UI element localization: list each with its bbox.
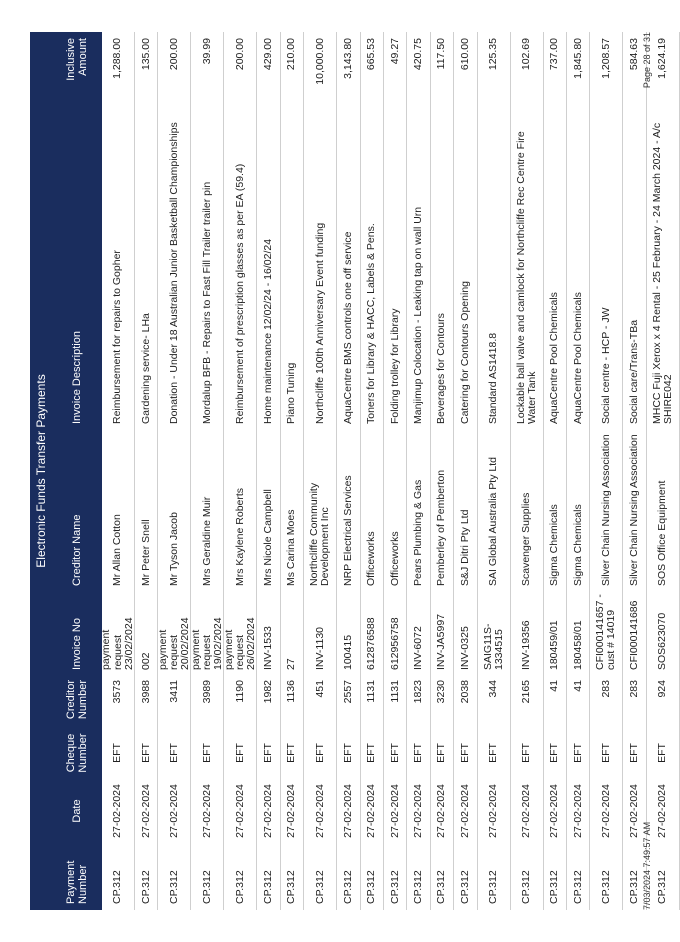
cell-invoice-description: Folding trolley for Library — [388, 308, 401, 424]
cell-payment-number: CP.312 — [627, 870, 640, 904]
cell-invoice-no: 180459/01 — [548, 620, 561, 670]
table-row — [337, 32, 360, 910]
cell-inclusive-amount: 1,208.57 — [599, 38, 612, 79]
cell-cheque-number: EFT — [571, 743, 584, 763]
cell-invoice-description: Reimbursement for repairs to Gopher — [111, 250, 124, 424]
cell-payment-number: CP.312 — [435, 870, 448, 904]
cell-invoice-description: Gardening service- LHa — [139, 313, 152, 424]
cell-creditor-number: 2038 — [458, 680, 471, 704]
cell-date: 27-02-2024 — [388, 784, 401, 838]
cell-invoice-description: Donation - Under 18 Australian Junior Basketball Championships — [167, 122, 180, 424]
cell-invoice-no: INV-1130 — [313, 627, 326, 670]
cell-invoice-no: payment request 19/02/2024 — [189, 617, 224, 670]
cell-creditor-name: Mr Allan Cotton — [111, 514, 124, 586]
cell-invoice-no: CFI000141657 - cust # 14019 — [594, 594, 618, 670]
cell-creditor-name: Sigma Chemicals — [548, 504, 561, 586]
cell-creditor-name: Mrs Nicole Campbell — [262, 489, 275, 586]
cell-inclusive-amount: 3,143.80 — [341, 38, 354, 79]
table-title: Electronic Funds Transfer Payments — [30, 32, 52, 910]
table-row — [257, 32, 280, 910]
cell-payment-number: CP.312 — [487, 870, 499, 904]
page-number: Page 28 of 31 — [642, 32, 652, 89]
cell-cheque-number: EFT — [341, 743, 354, 763]
cell-creditor-number: 41 — [548, 680, 561, 692]
table-row — [158, 32, 191, 910]
table-row — [478, 32, 511, 910]
cell-date: 27-02-2024 — [167, 784, 180, 838]
cell-creditor-name: Silver Chain Nursing Association — [627, 434, 640, 586]
cell-cheque-number: EFT — [627, 743, 640, 763]
cell-creditor-number: 3230 — [435, 680, 448, 704]
cell-cheque-number: EFT — [365, 743, 378, 763]
cell-cheque-number: EFT — [262, 743, 275, 763]
cell-invoice-no: INV-19356 — [520, 620, 532, 670]
cell-invoice-description: Manjimup Colocation - Leaking tap on wall Urn — [412, 206, 425, 424]
cell-cheque-number: EFT — [548, 743, 561, 763]
cell-cheque-number: EFT — [520, 743, 532, 763]
cell-creditor-number: 1131 — [388, 680, 401, 703]
cell-date: 27-02-2024 — [285, 784, 298, 838]
cell-cheque-number: EFT — [599, 743, 612, 763]
cell-payment-number: CP.312 — [341, 870, 354, 904]
cell-inclusive-amount: 665.53 — [365, 38, 378, 71]
cell-invoice-description: MHCC Fuji Xerox x 4 Rental - 25 February - 24 March 2024 - A/c SHIRE042 — [650, 122, 674, 424]
cell-invoice-description: Toners for Library & HACC, Labels & Pens. — [365, 223, 378, 424]
table-row — [281, 32, 304, 910]
cell-invoice-no: SOS623070 — [656, 612, 669, 670]
cell-creditor-number: 1131 — [365, 680, 378, 703]
cell-invoice-no: 612956758 — [388, 617, 401, 670]
cell-cheque-number: EFT — [487, 743, 499, 763]
column-header-cheque-number: Cheque Number — [65, 733, 89, 773]
cell-creditor-number: 1982 — [262, 680, 275, 704]
cell-payment-number: CP.312 — [262, 870, 275, 904]
cell-invoice-description: Home maintenance 12/02/24 - 16/02/24 — [262, 238, 275, 424]
cell-inclusive-amount: 420.75 — [412, 38, 425, 71]
cell-creditor-number: 2557 — [341, 680, 354, 704]
cell-date: 27-02-2024 — [412, 784, 425, 838]
cell-cheque-number: EFT — [656, 743, 669, 763]
table-row — [454, 32, 477, 910]
cell-inclusive-amount: 200.00 — [233, 38, 246, 71]
cell-cheque-number: EFT — [435, 743, 448, 763]
cell-creditor-name: Ms Carina Moes — [285, 509, 298, 586]
cell-date: 27-02-2024 — [313, 784, 326, 838]
cell-creditor-name: Northcliffe Community Development Inc — [308, 482, 332, 586]
cell-invoice-description: Piano Tuning — [285, 362, 298, 424]
cell-date: 27-02-2024 — [548, 784, 561, 838]
cell-creditor-number: 283 — [627, 680, 640, 698]
cell-date: 27-02-2024 — [111, 784, 124, 838]
cell-invoice-no: 612876588 — [365, 617, 378, 670]
print-timestamp: 7/03/2024 7:49:57 AM — [642, 821, 652, 910]
cell-cheque-number: EFT — [233, 743, 246, 763]
cell-creditor-name: Mrs Kaylene Roberts — [233, 487, 246, 586]
cell-inclusive-amount: 49.27 — [388, 38, 401, 65]
cell-creditor-name: Mr Tyson Jacob — [167, 512, 180, 586]
cell-invoice-description: Standard AS1418.8 — [487, 332, 499, 424]
column-header-creditor-name: Creditor Name — [71, 514, 83, 586]
cell-creditor-name: Pemberley of Pemberton — [435, 469, 448, 586]
cell-invoice-description: AquaCentre Pool Chemicals — [548, 292, 561, 424]
cell-creditor-name: Mr Peter Snell — [139, 519, 152, 586]
cell-payment-number: CP.312 — [167, 870, 180, 904]
cell-creditor-number: 2165 — [520, 680, 532, 704]
cell-invoice-no: 180458/01 — [571, 620, 584, 670]
cell-cheque-number: EFT — [139, 743, 152, 763]
cell-creditor-number: 1136 — [285, 680, 298, 703]
cell-invoice-description: Mordalup BFB - Repairs to Fast Fill Trailer trailer pin — [200, 181, 213, 424]
cell-inclusive-amount: 210.00 — [285, 38, 298, 71]
table-row — [191, 32, 224, 910]
column-header-invoice-no: Invoice No — [71, 618, 83, 670]
column-header-invoice-description: Invoice Description — [71, 331, 83, 424]
table-row — [511, 32, 544, 910]
column-header-inclusive-amount: Inclusive Amount — [65, 38, 89, 81]
cell-creditor-number: 283 — [599, 680, 612, 698]
cell-invoice-description: AquaCentre BMS controls one off service — [341, 231, 354, 424]
table-body — [102, 32, 680, 910]
cell-creditor-name: Pears Plumbing & Gas — [412, 479, 425, 586]
cell-creditor-name: Silver Chain Nursing Association — [599, 434, 612, 586]
cell-inclusive-amount: 200.00 — [167, 38, 180, 71]
cell-invoice-no: SAIG11S-1334515 — [481, 623, 505, 670]
cell-date: 27-02-2024 — [262, 784, 275, 838]
cell-date: 27-02-2024 — [139, 784, 152, 838]
cell-cheque-number: EFT — [458, 743, 471, 763]
cell-creditor-number: 1823 — [412, 680, 425, 704]
cell-cheque-number: EFT — [285, 743, 298, 763]
cell-cheque-number: EFT — [111, 743, 124, 763]
cell-payment-number: CP.312 — [388, 870, 401, 904]
cell-payment-number: CP.312 — [412, 870, 425, 904]
cell-date: 27-02-2024 — [487, 784, 499, 838]
table-row — [361, 32, 384, 910]
cell-date: 27-02-2024 — [233, 784, 246, 838]
cell-inclusive-amount: 1,624.19 — [656, 38, 669, 79]
cell-date: 27-02-2024 — [627, 784, 640, 838]
table-row — [384, 32, 407, 910]
cell-payment-number: CP.312 — [365, 870, 378, 904]
cell-invoice-no: INV-0325 — [458, 626, 471, 670]
cell-date: 27-02-2024 — [656, 784, 669, 838]
table-row — [135, 32, 158, 910]
table-row — [407, 32, 430, 910]
cell-inclusive-amount: 429.00 — [262, 38, 275, 71]
cell-payment-number: CP.312 — [285, 870, 298, 904]
cell-date: 27-02-2024 — [520, 784, 532, 838]
cell-invoice-no: INV-JA5997 — [435, 613, 448, 670]
cell-invoice-description: Northcliffe 100th Anniversary Event funding — [313, 222, 326, 424]
cell-payment-number: CP.312 — [599, 870, 612, 904]
cell-inclusive-amount: 737.00 — [548, 38, 561, 71]
cell-payment-number: CP.312 — [139, 870, 152, 904]
table-row — [567, 32, 590, 910]
cell-inclusive-amount: 39.99 — [200, 38, 213, 65]
cell-invoice-no: 100415 — [341, 634, 354, 670]
cell-date: 27-02-2024 — [599, 784, 612, 838]
table-row — [102, 32, 135, 910]
cell-invoice-description: Social centre - HCP - JW — [599, 307, 612, 424]
cell-creditor-number: 451 — [313, 680, 326, 698]
cell-creditor-name: SAI Global Australia Pty Ltd — [487, 457, 499, 586]
cell-invoice-no: 27 — [285, 658, 298, 670]
cell-inclusive-amount: 584.63 — [627, 38, 640, 71]
cell-cheque-number: EFT — [200, 743, 213, 763]
cell-inclusive-amount: 102.69 — [520, 38, 532, 71]
cell-invoice-description: Lockable ball valve and camlock for Northcliffe Rec Centre Fire Water Tank — [514, 131, 538, 424]
cell-invoice-no: INV-6072 — [412, 626, 425, 670]
cell-payment-number: CP.312 — [458, 870, 471, 904]
cell-invoice-description: Social care/Trans-TBa — [627, 319, 640, 424]
cell-inclusive-amount: 117.50 — [435, 38, 448, 70]
cell-payment-number: CP.312 — [656, 870, 669, 904]
cell-creditor-number: 924 — [656, 680, 669, 698]
cell-date: 27-02-2024 — [458, 784, 471, 838]
cell-date: 27-02-2024 — [200, 784, 213, 838]
cell-inclusive-amount: 135.00 — [139, 38, 152, 71]
cell-invoice-no: CFI000141686 — [627, 600, 640, 670]
cell-creditor-number: 3989 — [200, 680, 213, 704]
cell-date: 27-02-2024 — [435, 784, 448, 838]
cell-creditor-number: 1190 — [233, 680, 246, 703]
cell-creditor-name: Officeworks — [388, 531, 401, 586]
cell-payment-number: CP.312 — [520, 870, 532, 904]
cell-creditor-name: SOS Office Equipment — [656, 480, 669, 586]
cell-payment-number: CP.312 — [548, 870, 561, 904]
column-header-creditor-number: Creditor Number — [65, 680, 89, 720]
cell-cheque-number: EFT — [412, 743, 425, 763]
cell-cheque-number: EFT — [313, 743, 326, 763]
cell-invoice-no: payment request 23/02/2024 — [100, 617, 135, 670]
cell-invoice-no: payment request 20/02/2024 — [156, 617, 191, 670]
cell-invoice-no: INV-1533 — [262, 626, 275, 670]
cell-creditor-name: Mrs Geraldine Muir — [200, 496, 213, 586]
cell-inclusive-amount: 610.00 — [458, 38, 471, 71]
cell-date: 27-02-2024 — [571, 784, 584, 838]
cell-creditor-name: Scavenger Supplies — [520, 492, 532, 586]
column-header-date: Date — [71, 799, 83, 823]
cell-invoice-no: 002 — [139, 652, 152, 670]
cell-payment-number: CP.312 — [233, 870, 246, 904]
cell-creditor-name: Officeworks — [365, 531, 378, 586]
cell-invoice-description: AquaCentre Pool Chemicals — [571, 292, 584, 424]
cell-invoice-description: Reimbursement of prescription glasses as per EA (59.4) — [233, 163, 246, 424]
cell-payment-number: CP.312 — [111, 870, 124, 904]
cell-date: 27-02-2024 — [341, 784, 354, 838]
cell-inclusive-amount: 1,845.80 — [571, 38, 584, 79]
cell-inclusive-amount: 125.35 — [487, 38, 499, 71]
cell-inclusive-amount: 10,000.00 — [313, 38, 326, 85]
cell-creditor-number: 3988 — [139, 680, 152, 704]
cell-payment-number: CP.312 — [200, 870, 213, 904]
cell-cheque-number: EFT — [167, 743, 180, 763]
table-row — [590, 32, 623, 910]
cell-creditor-number: 3411 — [167, 680, 180, 703]
cell-cheque-number: EFT — [388, 743, 401, 763]
cell-invoice-description: Beverages for Contours — [435, 313, 448, 424]
cell-creditor-name: S&J Ditri Pty Ltd — [458, 509, 471, 586]
table-row — [647, 32, 680, 910]
table-row — [224, 32, 257, 910]
cell-inclusive-amount: 1,288.00 — [111, 38, 124, 79]
table-row — [623, 32, 646, 910]
table-row — [304, 32, 337, 910]
cell-creditor-name: Sigma Chemicals — [571, 504, 584, 586]
column-header-payment-number: Payment Number — [65, 860, 89, 904]
table-row — [431, 32, 454, 910]
cell-date: 27-02-2024 — [365, 784, 378, 838]
cell-invoice-description: Catering for Contours Opening — [458, 281, 471, 424]
cell-payment-number: CP.312 — [571, 870, 584, 904]
table-header — [52, 32, 102, 910]
table-row — [544, 32, 567, 910]
cell-creditor-number: 344 — [487, 680, 499, 698]
cell-payment-number: CP.312 — [313, 870, 326, 904]
cell-creditor-number: 3573 — [111, 680, 124, 704]
cell-creditor-number: 41 — [571, 680, 584, 692]
cell-invoice-no: payment request 26/02/2024 — [222, 617, 257, 670]
cell-creditor-name: NRP Electrical Services — [341, 475, 354, 586]
